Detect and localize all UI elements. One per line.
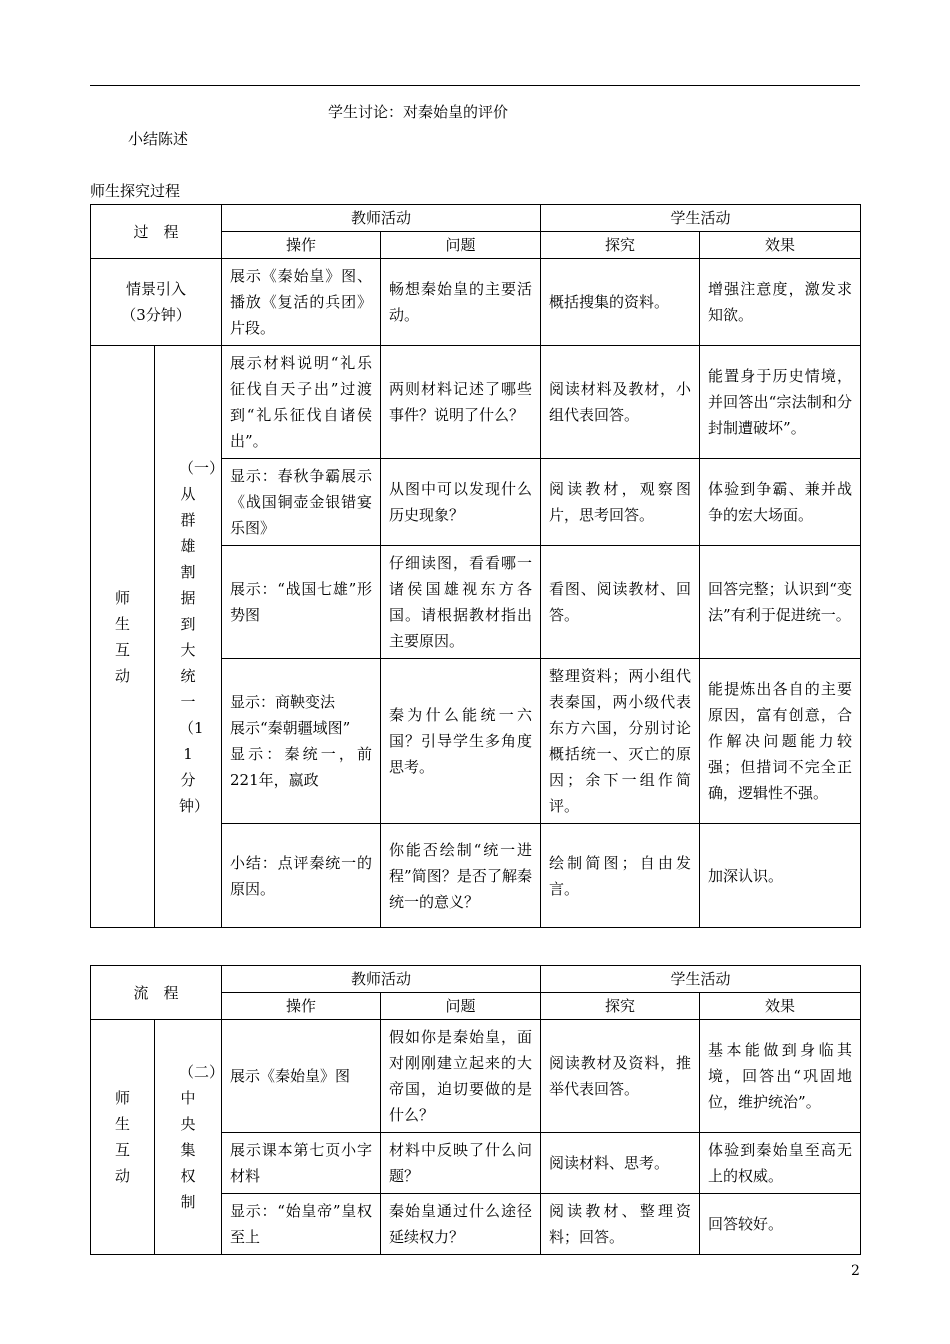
explore-header: 探究 [541, 232, 700, 259]
interaction-label: 师生互动 [114, 1089, 130, 1185]
table-row [91, 259, 861, 346]
table-header-row [91, 966, 861, 993]
summary-heading: 小结陈述 [128, 130, 189, 148]
question-cell: 材料中反映了什么问题？ [381, 1133, 541, 1194]
question-cell: 畅想秦始皇的主要活动。 [381, 259, 541, 346]
effect-cell: 增强注意度，激发求知欲。 [700, 259, 861, 346]
explore-cell: 绘制简图；自由发言。 [541, 824, 700, 928]
table-row [91, 1020, 861, 1133]
sub-stage-label: （一）从群雄割据到大统一（11分钟） [179, 458, 225, 815]
effect-cell: 加深认识。 [700, 824, 861, 928]
explore-cell: 阅读材料、思考。 [541, 1133, 700, 1194]
effect-cell: 回答较好。 [700, 1194, 861, 1255]
question-header: 问题 [381, 993, 541, 1020]
operation-line: 显示：商鞅变法 [230, 693, 336, 711]
effect-cell: 体验到争霸、兼并战争的宏大场面。 [700, 459, 861, 546]
operation-line: 展示“秦朝疆域图” [230, 719, 351, 737]
process-header: 过 程 [91, 205, 222, 259]
effect-cell: 体验到秦始皇至高无上的权威。 [700, 1133, 861, 1194]
sub-stage-cell [155, 346, 225, 928]
operation-header: 操作 [222, 993, 381, 1020]
effect-cell: 能提炼出各自的主要原因，富有创意，合作解决问题能力较强；但措词不完全正确，逻辑性不强。 [700, 659, 861, 824]
explore-cell: 阅读教材、整理资料；回答。 [541, 1194, 700, 1255]
question-cell: 仔细读图，看看哪一诸侯国雄视东方各国。请根据教材指出主要原因。 [381, 546, 541, 659]
explore-cell: 阅读教材，观察图片，思考回答。 [541, 459, 700, 546]
operation-cell: 展示《秦始皇》图、播放《复活的兵团》片段。 [222, 259, 381, 346]
effect-cell: 回答完整；认识到“变法”有利于促进统一。 [700, 546, 861, 659]
operation-cell: 显示：春秋争霸展示《战国铜壶金银错宴乐图》 [222, 459, 381, 546]
process-table-1 [90, 204, 861, 928]
explore-cell: 看图、阅读教材、回答。 [541, 546, 700, 659]
table-header-row [91, 205, 861, 232]
header-rule [90, 85, 860, 86]
sub-stage-cell [155, 1020, 225, 1255]
operation-line: 显示：秦统一，前221年，嬴政 [230, 745, 373, 789]
section-title: 师生探究过程 [90, 182, 181, 200]
page-number: 2 [851, 1263, 860, 1279]
effect-cell: 能置身于历史情境，并回答出“宗法制和分封制遭破坏”。 [700, 346, 861, 459]
intro-stage-label: 情景引入 [126, 280, 187, 298]
discussion-heading: 学生讨论：对秦始皇的评价 [328, 103, 509, 121]
question-cell: 两则材料记述了哪些事件？说明了什么？ [381, 346, 541, 459]
student-activity-header: 学生活动 [541, 205, 861, 232]
question-cell: 你能否绘制“统一进程”简图？是否了解秦统一的意义？ [381, 824, 541, 928]
question-cell: 假如你是秦始皇，面对刚刚建立起来的大帝国，迫切要做的是什么？ [381, 1020, 541, 1133]
operation-cell: 显示：“始皇帝”皇权至上 [222, 1194, 381, 1255]
question-cell: 秦始皇通过什么途径延续权力？ [381, 1194, 541, 1255]
effect-header: 效果 [700, 232, 861, 259]
operation-cell [222, 659, 381, 824]
operation-cell: 展示材料说明“礼乐征伐自天子出”过渡到“礼乐征伐自诸侯出”。 [222, 346, 381, 459]
interaction-label-cell [91, 346, 155, 928]
interaction-label: 师生互动 [114, 588, 130, 685]
process-header: 流 程 [91, 966, 222, 1020]
intro-stage-time: （3分钟） [121, 306, 191, 324]
operation-cell: 小结：点评秦统一的原因。 [222, 824, 381, 928]
operation-cell: 展示课本第七页小字材料 [222, 1133, 381, 1194]
explore-cell: 阅读材料及教材，小组代表回答。 [541, 346, 700, 459]
question-cell: 从图中可以发现什么历史现象？ [381, 459, 541, 546]
effect-header: 效果 [700, 993, 861, 1020]
student-activity-header: 学生活动 [541, 966, 861, 993]
explore-cell: 阅读教材及资料，推举代表回答。 [541, 1020, 700, 1133]
explore-cell: 概括搜集的资料。 [541, 259, 700, 346]
effect-cell: 基本能做到身临其境，回答出“巩固地位，维护统治”。 [700, 1020, 861, 1133]
operation-header: 操作 [222, 232, 381, 259]
operation-cell: 展示《秦始皇》图 [222, 1020, 381, 1133]
explore-header: 探究 [541, 993, 700, 1020]
table-row [91, 346, 861, 459]
process-table-2 [90, 965, 861, 1255]
explore-cell: 整理资料；两小组代表秦国，两小级代表东方六国，分别讨论概括统一、灭亡的原因；余下一组作简评。 [541, 659, 700, 824]
teacher-activity-header: 教师活动 [222, 205, 541, 232]
question-header: 问题 [381, 232, 541, 259]
intro-stage-cell [91, 259, 222, 346]
question-cell: 秦为什么能统一六国？引导学生多角度思考。 [381, 659, 541, 824]
sub-stage-label: （二）中央集权制 [179, 1063, 225, 1211]
interaction-label-cell [91, 1020, 155, 1255]
teacher-activity-header: 教师活动 [222, 966, 541, 993]
operation-cell: 展示：“战国七雄”形势图 [222, 546, 381, 659]
